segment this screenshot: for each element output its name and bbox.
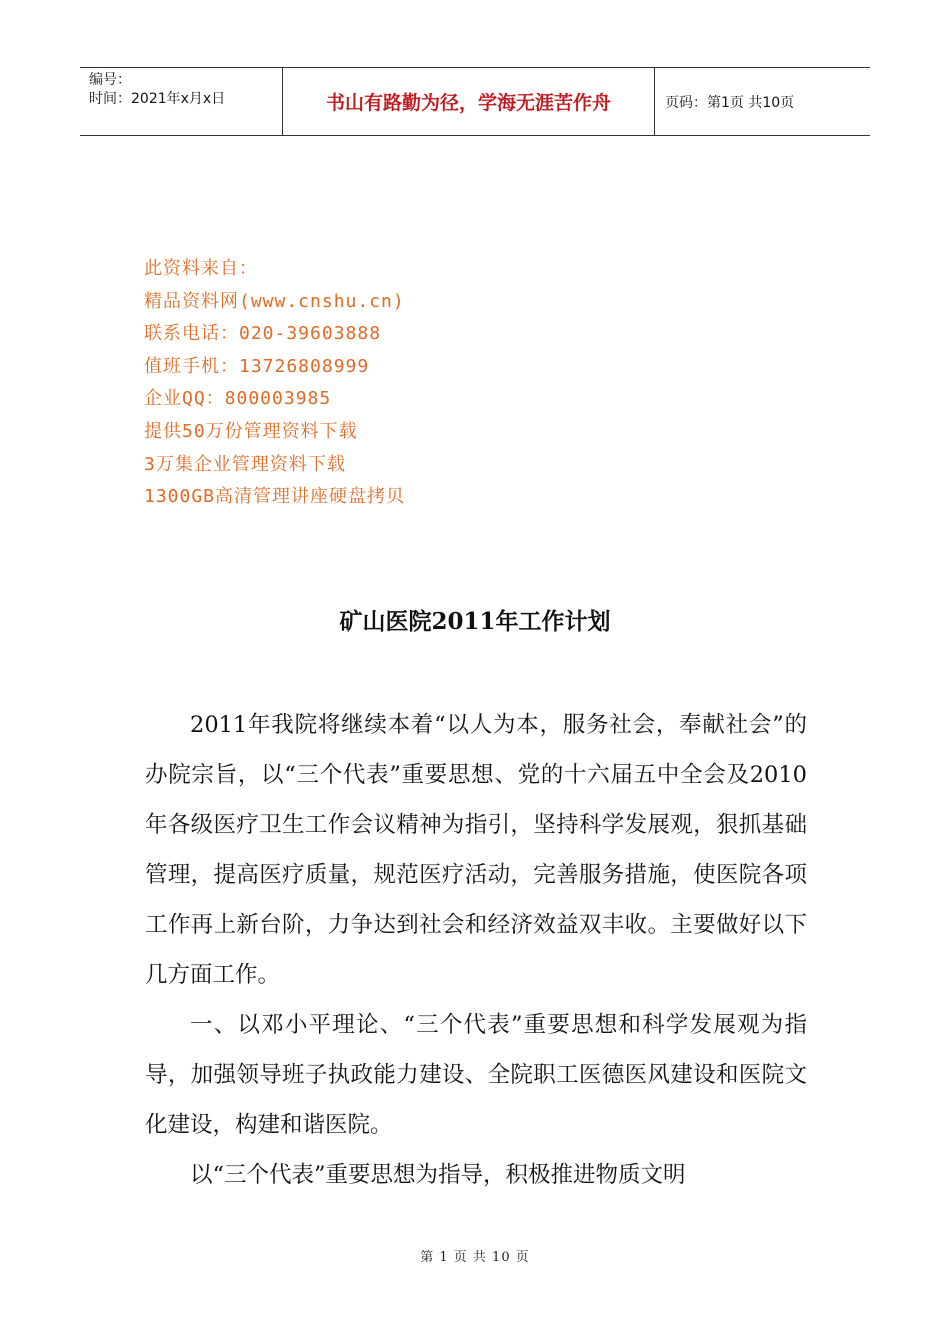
promo-line: 提供50万份管理资料下载 [144, 420, 358, 442]
promo-line: 联系电话：020-39603888 [144, 323, 382, 345]
promo-line: 精品资料网(www.cnshu.cn) [144, 290, 405, 312]
promo-line: 1300GB高清管理讲座硬盘拷贝 [144, 486, 406, 508]
body-paragraph: 2011年我院将继续本着“以人为本，服务社会，奉献社会”的办院宗旨，以“三个代表”重要思想、党的十六届五中全会及2010年各级医疗卫生工作会议精神为指引，坚持科学发展观，狠抓基础管理，提高医疗质量，规范医疗活动，完善服务措施，使医院各项工作再上新台阶，力争达到社会和经济效益双丰收。主要做好以下几方面工作。 [145, 712, 807, 988]
document-time-label: 时间：2021年x月x日 [89, 91, 226, 107]
promo-line: 企业QQ：800003985 [144, 388, 332, 410]
document-code-label: 编号： [89, 72, 131, 88]
promo-line: 此资料来自： [144, 258, 258, 279]
document-title: 矿山医院2011年工作计划 [339, 608, 611, 635]
page-header [80, 67, 870, 136]
header-motto: 书山有路勤为径，学海无涯苦作舟 [282, 68, 655, 135]
body-paragraph: 一、以邓小平理论、“三个代表”重要思想和科学发展观为指导，加强领导班子执政能力建设、全院职工医德医风建设和医院文化建设，构建和谐医院。 [145, 1012, 807, 1138]
promo-line: 3万集企业管理资料下载 [144, 453, 346, 475]
body-paragraph: 以“三个代表”重要思想为指导，积极推进物质文明 [190, 1162, 686, 1188]
header-page-info: 页码：第1页 共10页 [665, 94, 795, 111]
document-body [145, 700, 807, 1200]
promo-line: 值班手机：13726808999 [144, 355, 370, 377]
source-info-block [144, 253, 405, 514]
page-footer-number: 第 1 页 共 10 页 [420, 1250, 530, 1265]
header-meta [80, 68, 282, 135]
